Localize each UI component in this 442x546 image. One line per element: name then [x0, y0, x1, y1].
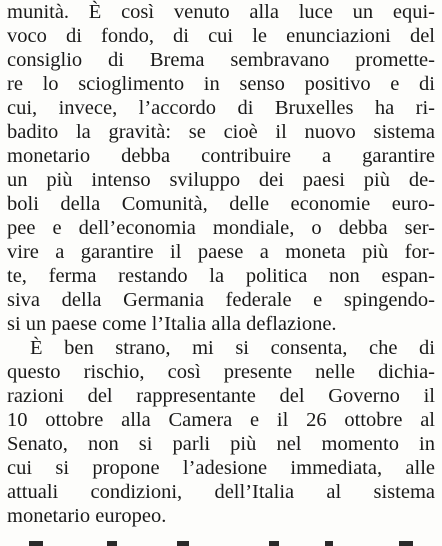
text-line-4: re lo scioglimento in senso positivo e di [7, 73, 435, 95]
text-line-10: pee e dell’economia mondiale, o debba ser- [7, 217, 435, 239]
text-line-17: razioni del rappresentante del Governo il [7, 385, 435, 407]
text-line-19: Senato, non si parli più nel momento in [7, 433, 435, 455]
text-line-1: munità. È così venuto alla luce un equi- [7, 1, 435, 23]
cut-off-next-line [7, 541, 435, 546]
text-line-20: cui si propone l’adesione immediata, alle [7, 457, 435, 479]
text-line-18: 10 ottobre alla Camera e il 26 ottobre al [7, 409, 435, 431]
text-line-7: monetario debba contribuire a garantire [7, 145, 435, 167]
text-line-9: boli della Comunità, delle economie euro- [7, 193, 435, 215]
text-line-21: attuali condizioni, dell’Italia al sistema [7, 481, 435, 503]
text-line-16: questo rischio, così presente nelle dichia- [7, 361, 435, 383]
text-line-15: È ben strano, mi si consenta, che di [30, 337, 435, 359]
text-line-8: un più intenso sviluppo dei paesi più de- [7, 169, 435, 191]
text-line-12: te, ferma restando la politica non espan- [7, 265, 435, 287]
text-line-3: consiglio di Brema sembravano promette- [7, 49, 435, 71]
text-line-6: badito la gravità: se cioè il nuovo sistema [7, 121, 435, 143]
text-line-11: vire a garantire il paese a moneta più for- [7, 241, 435, 263]
text-line-22: monetario europeo. [7, 505, 167, 527]
text-line-13: siva della Germania federale e spingendo- [7, 289, 435, 311]
text-line-5: cui, invece, l’accordo di Bruxelles ha ri- [7, 97, 435, 119]
text-line-2: voco di fondo, di cui le enunciazioni del [7, 25, 435, 47]
text-line-14: si un paese come l’Italia alla deflazione. [7, 313, 337, 335]
